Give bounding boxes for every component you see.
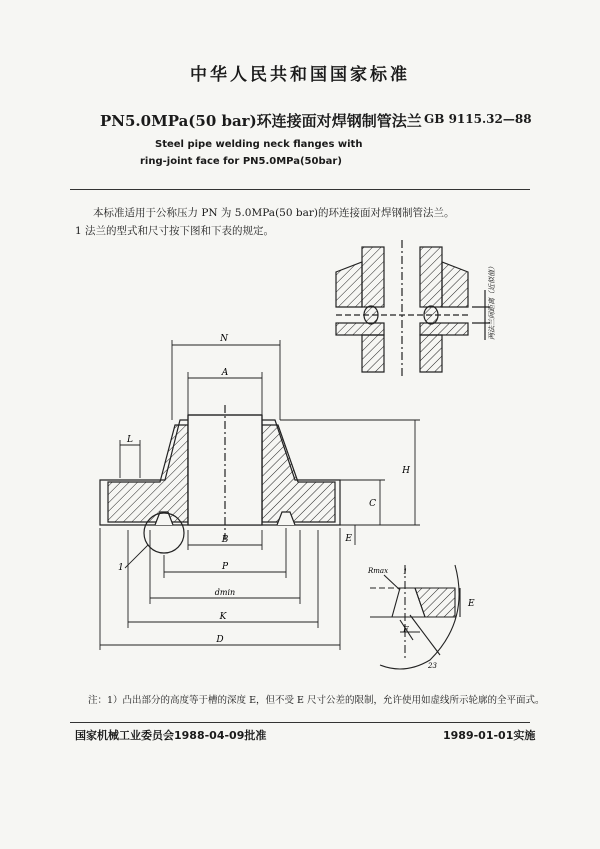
dim-label-C: C: [369, 499, 376, 509]
detail-label-rmax: Rmax: [368, 567, 389, 575]
dim-label-E: E: [345, 534, 352, 544]
figure-note: 注：1）凸出部分的高度等于槽的深度 E，但不受 E 尺寸公差的限制，允许使用如虚线所示轮廓的全平面式。: [88, 695, 545, 706]
clause-1: 1 法兰的型式和尺寸按下图和下表的规定。: [75, 225, 275, 237]
groove-detail: [370, 565, 460, 669]
dim-label-H: H: [402, 466, 410, 476]
flange-section: [100, 405, 340, 553]
english-title-line-1: Steel pipe welding neck flanges with: [155, 139, 363, 150]
dim-label-B: B: [221, 535, 229, 545]
standard-number: GB 9115.32—88: [424, 112, 532, 126]
dim-label-A: A: [221, 368, 229, 378]
ring-joint-assembly: [336, 240, 490, 378]
detail-callout-1: 1: [403, 568, 408, 576]
detail-label-E: E: [468, 599, 475, 609]
detail-angle: 23: [428, 662, 437, 670]
page-title-chinese: PN5.0MPa(50 bar)环连接面对焊钢制管法兰: [100, 112, 422, 130]
effective-date: 1989-01-01实施: [443, 729, 536, 742]
dim-label-N: N: [220, 334, 228, 344]
dim-label-dmin: dmin: [214, 588, 236, 597]
dim-label-P: P: [221, 562, 229, 572]
issuer-approval: 国家机械工业委员会1988-04-09批准: [75, 729, 267, 742]
national-standard-header: 中华人民共和国国家标准: [190, 65, 410, 85]
bottom-divider: [70, 722, 530, 723]
dim-label-D: D: [216, 635, 224, 645]
callout-1: 1: [118, 563, 124, 573]
flange-gap-label: 两法兰间距离（近似值）: [488, 263, 496, 340]
dim-label-L: L: [127, 435, 133, 445]
english-title-line-2: ring-joint face for PN5.0MPa(50bar): [140, 156, 342, 167]
detail-label-F: F: [403, 625, 409, 634]
dim-label-K: K: [219, 612, 227, 622]
scope-paragraph: 本标准适用于公称压力 PN 为 5.0MPa(50 bar)的环连接面对焊钢制管法兰。: [93, 207, 455, 219]
